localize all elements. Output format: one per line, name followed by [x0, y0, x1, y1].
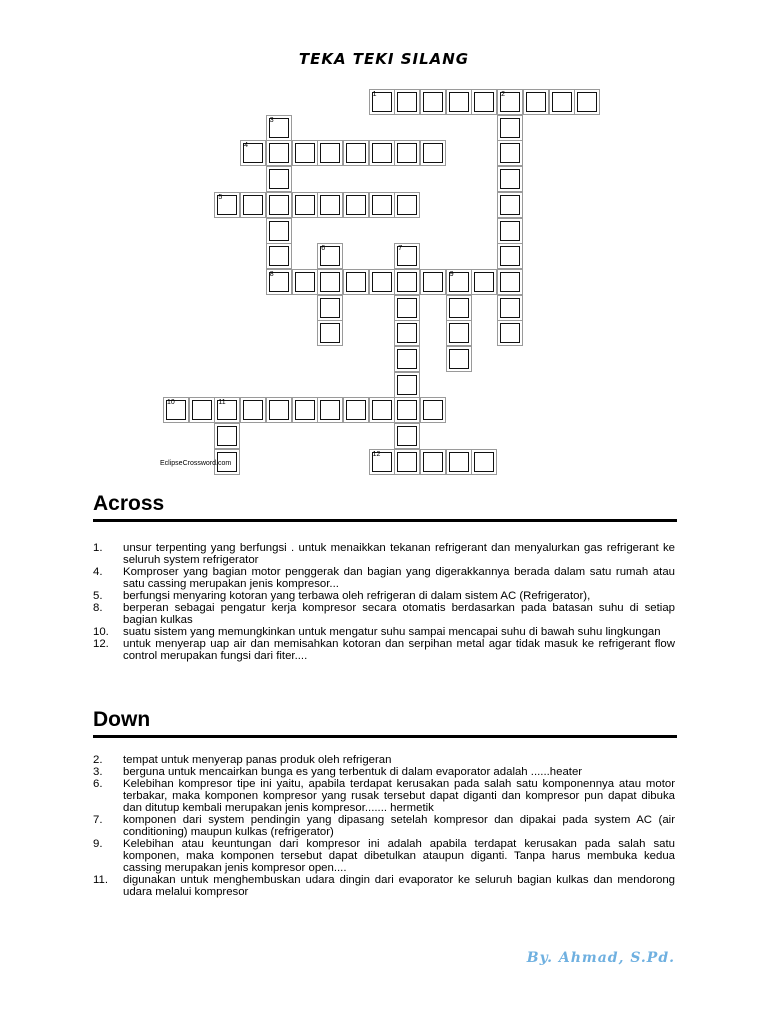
credit-text: EclipseCrossword.com	[160, 460, 232, 467]
grid-cell[interactable]	[497, 140, 523, 166]
grid-cell[interactable]	[394, 140, 420, 166]
author-signature: By. Ahmad, S.Pd.	[526, 950, 675, 966]
grid-cell[interactable]	[240, 397, 266, 423]
grid-cell[interactable]	[394, 397, 420, 423]
across-clue-1: 1. unsur terpenting yang berfungsi . untuk menaikkan tekanan refrigerant dan menyalurkan gas refrigerant ke seluruh system refrigerator	[93, 542, 675, 566]
grid-cell[interactable]	[343, 397, 369, 423]
grid-number: 10	[167, 399, 175, 407]
grid-number: 12	[372, 450, 381, 458]
grid-cell[interactable]	[497, 320, 523, 346]
grid-cell[interactable]	[317, 269, 343, 295]
grid-cell[interactable]	[497, 269, 523, 295]
grid-cell[interactable]	[369, 449, 395, 475]
grid-cell[interactable]	[394, 449, 420, 475]
grid-cell[interactable]	[420, 397, 446, 423]
grid-cell[interactable]	[497, 243, 523, 269]
grid-cell[interactable]	[420, 140, 446, 166]
grid-number: 9	[449, 270, 454, 278]
grid-cell[interactable]	[497, 115, 523, 141]
grid-cell[interactable]	[394, 89, 420, 115]
grid-cell[interactable]	[292, 269, 318, 295]
grid-cell[interactable]	[214, 423, 240, 449]
down-clue-7: 7. komponen dari system pendingin yang dipasang setelah kompresor dan dipakai pada system AC (air conditioning) maupun kulkas (refrigerator)	[93, 814, 675, 838]
down-clue-list	[93, 754, 675, 898]
grid-cell[interactable]	[394, 372, 420, 398]
grid-cell[interactable]	[394, 295, 420, 321]
grid-number: 11	[218, 399, 226, 407]
grid-cell[interactable]	[214, 397, 240, 423]
grid-cell[interactable]	[266, 218, 292, 244]
down-clue-2: 2. tempat untuk menyerap panas produk oleh refrigeran	[93, 754, 392, 766]
grid-cell[interactable]	[446, 89, 472, 115]
grid-cell[interactable]	[266, 140, 292, 166]
down-heading: Down	[93, 708, 151, 731]
grid-cell[interactable]	[446, 269, 472, 295]
across-clue-10: 10. suatu sistem yang memungkinkan untuk mengatur suhu sampai mencapai suhu di bawah suhu lingkungan	[93, 626, 661, 638]
page-title: TEKA TEKI SILANG	[298, 50, 470, 68]
grid-cell[interactable]	[317, 243, 343, 269]
grid-cell[interactable]	[343, 192, 369, 218]
grid-number: 1	[372, 91, 377, 98]
grid-cell[interactable]	[266, 397, 292, 423]
grid-cell[interactable]	[394, 346, 420, 372]
across-heading: Across	[93, 492, 165, 515]
across-clue-4: 4. Komproser yang bagian motor penggerak dan bagian yang digerakkannya berada dalam satu rumah atau satu cassing merupakan jenis kompresor...	[93, 566, 675, 590]
grid-cell[interactable]	[266, 243, 292, 269]
grid-cell[interactable]	[497, 166, 523, 192]
grid-cell[interactable]	[292, 397, 318, 423]
grid-cell[interactable]	[394, 243, 420, 269]
grid-cell[interactable]	[266, 166, 292, 192]
grid-cell[interactable]	[317, 140, 343, 166]
down-clue-6: 6. Kelebihan kompresor tipe ini yaitu, apabila terdapat kerusakan pada salah satu komponennya atau motor terbakar, maka komponen kompresor yang rusak tersebut dapat diganti dan kompresor pun dapat dibuka dan ditutup kembali merupakan jenis kompresor....... hermetik	[93, 778, 675, 814]
grid-cell[interactable]	[497, 295, 523, 321]
grid-cell[interactable]	[549, 89, 575, 115]
across-rule	[93, 519, 677, 522]
grid-cell[interactable]	[471, 269, 497, 295]
grid-cell[interactable]	[163, 397, 189, 423]
grid-cell[interactable]	[574, 89, 600, 115]
grid-cell[interactable]	[369, 397, 395, 423]
grid-cell[interactable]	[446, 346, 472, 372]
down-clue-3: 3. berguna untuk mencairkan bunga es yang terbentuk di dalam evaporator adalah ......heater	[93, 766, 583, 778]
grid-cell[interactable]	[266, 269, 292, 295]
grid-cell[interactable]	[343, 269, 369, 295]
grid-cell[interactable]	[523, 89, 549, 115]
across-clue-5: 5. berfungsi menyaring kotoran yang terbawa oleh refrigeran di dalam sistem AC (Refrigerator),	[93, 590, 591, 602]
grid-cell[interactable]	[394, 269, 420, 295]
grid-cell[interactable]	[446, 295, 472, 321]
grid-cell[interactable]	[369, 269, 395, 295]
grid-cell[interactable]	[317, 192, 343, 218]
grid-cell[interactable]	[240, 192, 266, 218]
grid-number: 4	[244, 142, 248, 150]
grid-cell[interactable]	[189, 397, 215, 423]
grid-cell[interactable]	[266, 192, 292, 218]
grid-cell[interactable]	[497, 89, 523, 115]
grid-cell[interactable]	[369, 192, 395, 218]
down-clue-9: 9. Kelebihan atau keuntungan dari kompresor ini adalah apabila terdapat kerusakan pada salah satu komponen, maka komponen tersebut dapat dibetulkan ataupun diganti. Tanpa harus membuka kedua cassing merupakan jenis kompresor open....	[93, 838, 675, 874]
grid-cell[interactable]	[343, 140, 369, 166]
down-clue-11: 11. digunakan untuk menghembuskan udara dingin dari evaporator ke seluruh bagian kulkas dan mendorong udara melalui kompresor	[93, 874, 675, 898]
grid-cell[interactable]	[317, 295, 343, 321]
grid-cell[interactable]	[497, 192, 523, 218]
down-rule	[93, 735, 677, 738]
across-clue-12: 12. untuk menyerap uap air dan memisahkan kotoran dan serpihan metal agar tidak masuk ke refrigerant flow control merupakan fungsi dari fiter....	[93, 638, 675, 662]
grid-cell[interactable]	[369, 89, 395, 115]
grid-cell[interactable]	[369, 140, 395, 166]
grid-number: 7	[398, 245, 403, 253]
grid-number: 2	[501, 91, 505, 98]
grid-cell[interactable]	[266, 115, 292, 141]
grid-number: 3	[269, 116, 274, 124]
grid-cell[interactable]	[446, 320, 472, 346]
grid-cell[interactable]	[394, 423, 420, 449]
across-clue-8: 8. berperan sebagai pengatur kerja kompresor secara otomatis berdasarkan pada batasan suhu di setiap bagian kulkas	[93, 602, 675, 626]
grid-cell[interactable]	[420, 449, 446, 475]
grid-number: 5	[218, 193, 223, 201]
grid-cell[interactable]	[292, 192, 318, 218]
grid-cell[interactable]	[317, 320, 343, 346]
grid-number: 6	[321, 245, 326, 253]
grid-cell[interactable]	[214, 192, 240, 218]
across-clue-list	[93, 542, 675, 662]
grid-cell[interactable]	[420, 269, 446, 295]
grid-cell[interactable]	[292, 140, 318, 166]
grid-cell[interactable]	[394, 192, 420, 218]
grid-cell[interactable]	[420, 89, 446, 115]
grid-cell[interactable]	[394, 320, 420, 346]
grid-cell[interactable]	[471, 449, 497, 475]
grid-cell[interactable]	[240, 140, 266, 166]
grid-cell[interactable]	[446, 449, 472, 475]
grid-cell[interactable]	[317, 397, 343, 423]
grid-number: 8	[269, 270, 274, 278]
grid-cell[interactable]	[497, 218, 523, 244]
grid-cell[interactable]	[471, 89, 497, 115]
